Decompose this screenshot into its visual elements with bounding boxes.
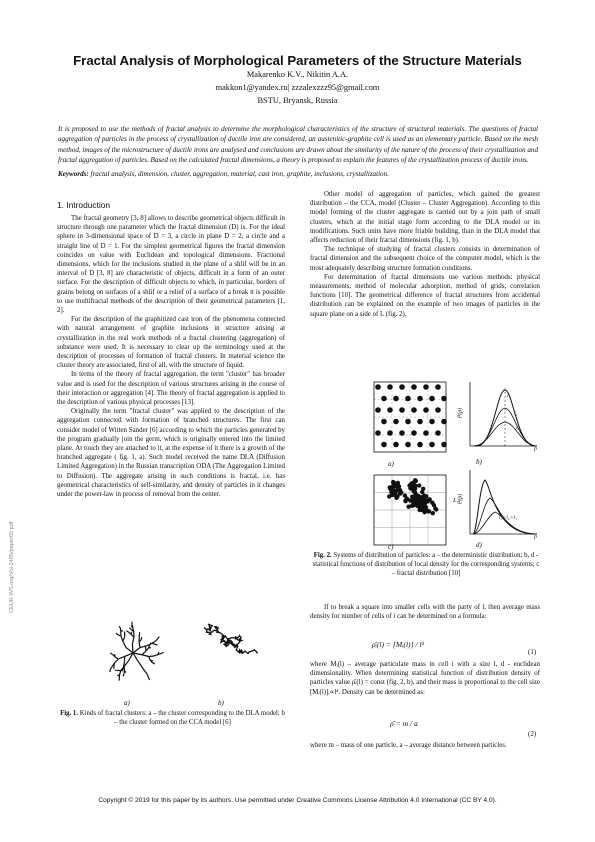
side-identifier-text: CEUR-WS.org/Vol-2485/paper65.pdf xyxy=(9,521,15,613)
paragraph: In terms of the theory of fractal aggregation, the term "cluster" has broader value and is used for the description of various structures arising in the course of their interaction or aggregation [4]. The theory of fractal aggregation is applied to the description of various physical processes [13]. xyxy=(57,371,285,407)
right-column-eq-intro xyxy=(310,603,540,621)
fig1-label-a: a) xyxy=(124,699,130,707)
side-identifier xyxy=(2,440,14,620)
paragraph: If to break a square into smaller cells with the party of l, then average mass density for number of cells of i can be determined on a formula: xyxy=(310,604,540,621)
fig1-dla-cluster xyxy=(85,605,180,700)
fig1-cca-cluster xyxy=(198,604,278,694)
keywords-text: fractal analysis, dimension, cluster, aggregation, material, cast iron, graphite, inclusions, crystallization. xyxy=(90,170,389,178)
fig2-label-b: b) xyxy=(476,458,482,466)
fig2-density-plot-b xyxy=(455,380,540,455)
fig2-curve-label-l1: l₁ xyxy=(507,393,511,399)
paragraph: where m – mass of one particle, a – average distance between particles. xyxy=(310,742,507,749)
fig2-l-label: l xyxy=(405,396,407,403)
section-1-title: 1. Introduction xyxy=(57,200,111,210)
paragraph: Other model of aggregation of particles, which gained the greatest distribution – the CCA, model (Cluster – Cluster Aggregation). According to this model forming of the cluster aggregate is carried out by a join path of small clusters, which at the initial stage form according to the DLA model or its modifications. Such units have more friable building, than in the DLA model that affects reduction of their fractal dimensions (fig. 1, b). xyxy=(310,191,540,245)
copyright-footer: Copyright © 2019 for this paper by its authors. Use permitted under Creative Commons License Attribution 4.0 International (CC BY 4.0). xyxy=(98,797,497,804)
fig2-caption-label: Fig. 2. xyxy=(313,552,332,559)
equation-2-number: (2) xyxy=(528,730,537,738)
fig2-axis-x-d: ρ xyxy=(534,534,537,540)
keywords-label: Keywords: xyxy=(58,170,89,178)
fig2-axis-x-b: ρ xyxy=(534,446,537,452)
paragraph: For determination of fractal dimensions use various methods: physical measurements, method of molecular adsorption, method of grids, correlation functions [10]. The geometrical difference of fractal structures from accidental distribution can be explained on the example of two images of particles in the square plane on a side of L (fig. 2). xyxy=(310,273,540,318)
fig2-label-a: a) xyxy=(388,460,394,468)
fig2-label-d: d) xyxy=(476,541,482,549)
keywords xyxy=(58,170,538,178)
fig1-caption-text: Kinds of fractal clusters: a – the cluster corresponding to the DLA model; b – the cluster formed on the CCA model [6] xyxy=(79,710,285,727)
fig2-curve-label-l3: l₃ xyxy=(516,425,520,431)
fig2-deterministic-grid xyxy=(370,380,450,455)
equation-1: ρ̄ᵢ(l) = [Mᵢ(l)] / lᵈ xyxy=(372,640,424,649)
fig2-fractal-grid xyxy=(370,473,450,548)
fig1-caption xyxy=(60,709,285,727)
fig1-caption-label: Fig. 1. xyxy=(60,710,79,717)
right-column-eq2-text xyxy=(310,741,540,750)
fig2-density-plot-d xyxy=(455,468,540,543)
equation-1-number: (1) xyxy=(528,648,537,656)
paragraph: For the description of the graphitized cast iron of the phenomena connected with natural arrangement of graphite inclusions in structure arising at crystallization in the real work methods of a fractal clustering (aggregation) of substance were used. It is necessary to clear up the terminology used at the description of processes of formation of fractal clusters. In material science the cluster theory are associated, first of all, with the structure of liquid. xyxy=(57,316,285,370)
authors: Makarenko K.V., Nikitin A.A. xyxy=(246,70,349,79)
fig2-caption xyxy=(312,551,540,579)
paragraph: The technique of studying of fractal clusters consists in determination of fractal dimension and the subsequent choice of the computer model, which is the most adequately describing structure formation conditions. xyxy=(310,246,540,272)
paragraph: Originally the term "fractal cluster" was applied to the description of the aggregation connected with formation of branched structures. The first can consider model of Witten Sander [6] according to which the particles generated by the program gradually join the germ, which is originally entered into the limited plane. At touch they are attached to it, at the expense of it there is a growth of the branched aggregate ( fig. 1, a). Such model received the name DLA (Diffusion Limited Aggregation) in the Russian transcription ODA (The Aggregation Limited to Diffusion). The aggregate arising in such conditions is fractal, i.e. has geometrical characteristics of self-similarity, and density of particles in it changes under the power-law in process of removal from the center. xyxy=(57,408,285,499)
fig2-label-c: c) xyxy=(388,543,394,551)
fig2-curve-label-l2: l₂ xyxy=(514,411,518,417)
paper-title: Fractal Analysis of Morphological Parameters of the Structure Materials xyxy=(73,53,522,68)
affiliation: BSTU, Bryansk, Russia xyxy=(257,96,338,105)
paragraph: where Mᵢ(l) – average particulate mass in cell i with a size l, d - euclidean dimensionality. When determining statistical function of distribution density of particles value ρ̄ᵢ(l) = const (fig. 2, b), and their mass is proportional to the cell size [Mᵢ(l)]ᵢ∝lᵈ. Density can be determined as: xyxy=(310,661,540,696)
right-column-eq1-text xyxy=(310,660,540,697)
fig2-curve-label-order: l₃>l₂>l₁ xyxy=(499,515,518,521)
fig2-axis-y-d: P(ρ) xyxy=(457,493,464,505)
abstract: It is proposed to use the methods of fractal analysis to determine the morphological characteristics of the structure of structural materials. The questions of fractal aggregation of particles in the process of crystallization of ductile iron are considered, an austenitic-graphite cell is used as an elementary particle. Based on the mesh method, images of the microstructure of ductile irons are analysed and conclusions are drawn about the similarity of the nature of the process of their crystallization and fractal aggregation of particles. Based on the calculated fractal dimensions, a theory is proposed to explain the features of the crystallization process of ductile irons. xyxy=(58,125,538,164)
fig2-caption-text: Systems of distribution of particles: a – the deterministic distribution; b, d - statistical functions of distribution of local density for the corresponding systems; c – fractal distribution [10] xyxy=(312,552,540,578)
fig2-axis-y-b: P(ρ) xyxy=(457,407,464,419)
fig2-L-label: L xyxy=(453,497,457,504)
emails: makkon1@yandex.ru| zzzalexzzz95@gmail.com xyxy=(215,83,380,92)
left-column xyxy=(57,214,285,499)
fig1-label-b: b) xyxy=(218,699,224,707)
paragraph: The fractal geometry [3, 8] allows to describe geometrical objects difficult in structure through one parameter which the fractal dimension (D) is. For the ideal sphere in 3-dimensional space of D = 3, a circle in plane D = 2, a circle and a straight line of D = 1. For the simplest geometrical figures the fractal dimension coincides on value with Euclidean and topological dimensions. Fractional dimensions, which for the inclusions studied in the plane of a shlif will be in an interval of D [3, 8] are characteristic of objects, difficult in a form of an outer surface. For the description of difficult objects to which, in particular, borders of grains belong on surfaces of a shlif or a relief of a surface of a break it is possible to use multifractal methods of the description of their geometrical parameters [1, 2]. xyxy=(57,215,285,315)
right-column-top xyxy=(310,190,540,319)
equation-2: ρ̄ = m / a xyxy=(390,719,418,728)
